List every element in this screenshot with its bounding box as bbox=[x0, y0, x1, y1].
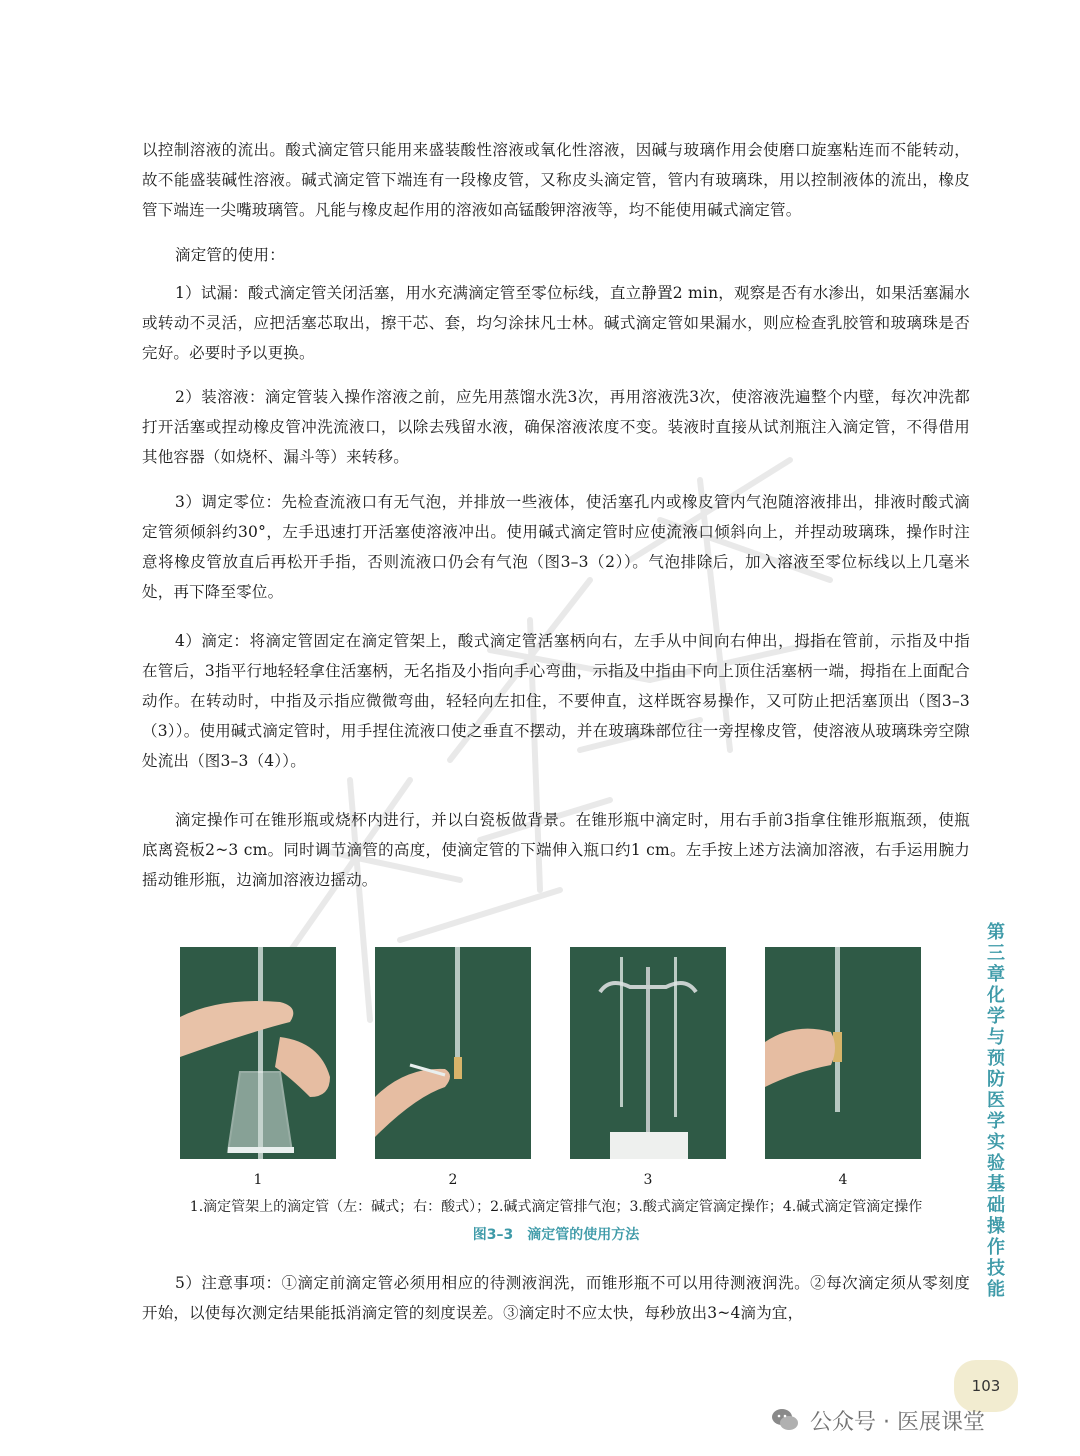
footer-watermark bbox=[770, 1400, 1070, 1440]
page-number: 103 bbox=[954, 1360, 1018, 1412]
watermark-text: 公众号 · 医展课堂 bbox=[810, 1409, 985, 1435]
paragraph-8: 5）注意事项：①滴定前滴定管必须用相应的待测液润洗，而锥形瓶不可以用待测液润洗。②每次滴定须从零刻度开始，以使每次测定结果能抵消滴定管的刻度误差。③滴定时不应太快，每秒放出3~4滴为宜， bbox=[142, 1274, 970, 1322]
paragraph-4: 2）装溶液：滴定管装入操作溶液之前，应先用蒸馏水洗3次，再用溶液洗3次，使溶液洗遍整个内壁，每次冲洗都打开活塞或捏动橡皮管冲洗流液口，以除去残留水液，确保溶液浓度不变。装液时直接从试剂瓶注入滴定管，不得借用其他容器（如烧杯、漏斗等）来转移。 bbox=[142, 388, 970, 466]
paragraph-2: 滴定管的使用： bbox=[175, 246, 285, 264]
photo-removing-bubble bbox=[375, 947, 531, 1159]
figure-label-1: 1 bbox=[253, 1172, 263, 1188]
figure-title: 图3–3 滴定管的使用方法 bbox=[472, 1227, 640, 1243]
paragraph-7: 滴定操作可在锥形瓶或烧杯内进行，并以白瓷板做背景。在锥形瓶中滴定时，用右手前3指拿住锥形瓶瓶颈，使瓶底离瓷板2~3 cm。同时调节滴管的高度，使滴定管的下端伸入瓶口约1 cm。左手按上述方法滴加溶液，右手运用腕力摇动锥形瓶，边滴加溶液边摇动。 bbox=[142, 811, 970, 889]
figure-label-2: 2 bbox=[448, 1172, 458, 1188]
wechat-icon bbox=[770, 1405, 800, 1435]
photo-base-burette-titration bbox=[765, 947, 921, 1159]
photo-burette-in-flask bbox=[180, 947, 336, 1159]
paragraph-5: 3）调定零位：先检查流液口有无气泡，并排放一些液体，使活塞孔内或橡皮管内气泡随溶液排出，排液时酸式滴定管须倾斜约30°，左手迅速打开活塞使溶液冲出。使用碱式滴定管时应使流液口倾斜向上，并捏动玻璃珠，操作时注意将橡皮管放直后再松开手指，否则流液口仍会有气泡（图3–3（2））。气泡排除后，加入溶液至零位标线以上几毫米处，再下降至零位。 bbox=[142, 493, 970, 601]
paragraph-1: 以控制溶液的流出。酸式滴定管只能用来盛装酸性溶液或氧化性溶液，因碱与玻璃作用会使磨口旋塞粘连而不能转动，故不能盛装碱性溶液。碱式滴定管下端连有一段橡皮管，又称皮头滴定管，管内有玻璃珠，用以控制液体的流出，橡皮管下端连一尖嘴玻璃管。凡能与橡皮起作用的溶液如高锰酸钾溶液等，均不能使用碱式滴定管。 bbox=[142, 141, 970, 219]
figure-label-4: 4 bbox=[838, 1172, 848, 1188]
chapter-sidebar: 第三章 化学与预防医学实验基础操作技能 bbox=[987, 922, 1023, 1300]
photo-burette-stand bbox=[570, 947, 726, 1159]
paragraph-3: 1）试漏：酸式滴定管关闭活塞，用水充满滴定管至零位标线，直立静置2 min，观察是否有水渗出，如果活塞漏水或转动不灵活，应把活塞芯取出，擦干芯、套，均匀涂抹凡士林。碱式滴定管如果漏水，则应检查乳胶管和玻璃珠是否完好。必要时予以更换。 bbox=[142, 284, 970, 362]
figure-caption: 1.滴定管架上的滴定管（左：碱式；右：酸式）；2.碱式滴定管排气泡；3.酸式滴定管滴定操作；4.碱式滴定管滴定操作 bbox=[189, 1199, 923, 1215]
paragraph-6: 4）滴定：将滴定管固定在滴定管架上，酸式滴定管活塞柄向右，左手从中间向右伸出，拇指在管前，示指及中指在管后，3指平行地轻轻拿住活塞柄，无名指及小指向手心弯曲，示指及中指由下向上顶住活塞柄一端，拇指在上面配合动作。在转动时，中指及示指应微微弯曲，轻轻向左扣住，不要伸直，这样既容易操作，又可防止把活塞顶出（图3–3（3））。使用碱式滴定管时，用手捏住流液口使之垂直不摆动，并在玻璃珠部位往一旁捏橡皮管，使溶液从玻璃珠旁空隙处流出（图3–3（4））。 bbox=[142, 632, 970, 770]
figure-label-3: 3 bbox=[643, 1172, 653, 1188]
